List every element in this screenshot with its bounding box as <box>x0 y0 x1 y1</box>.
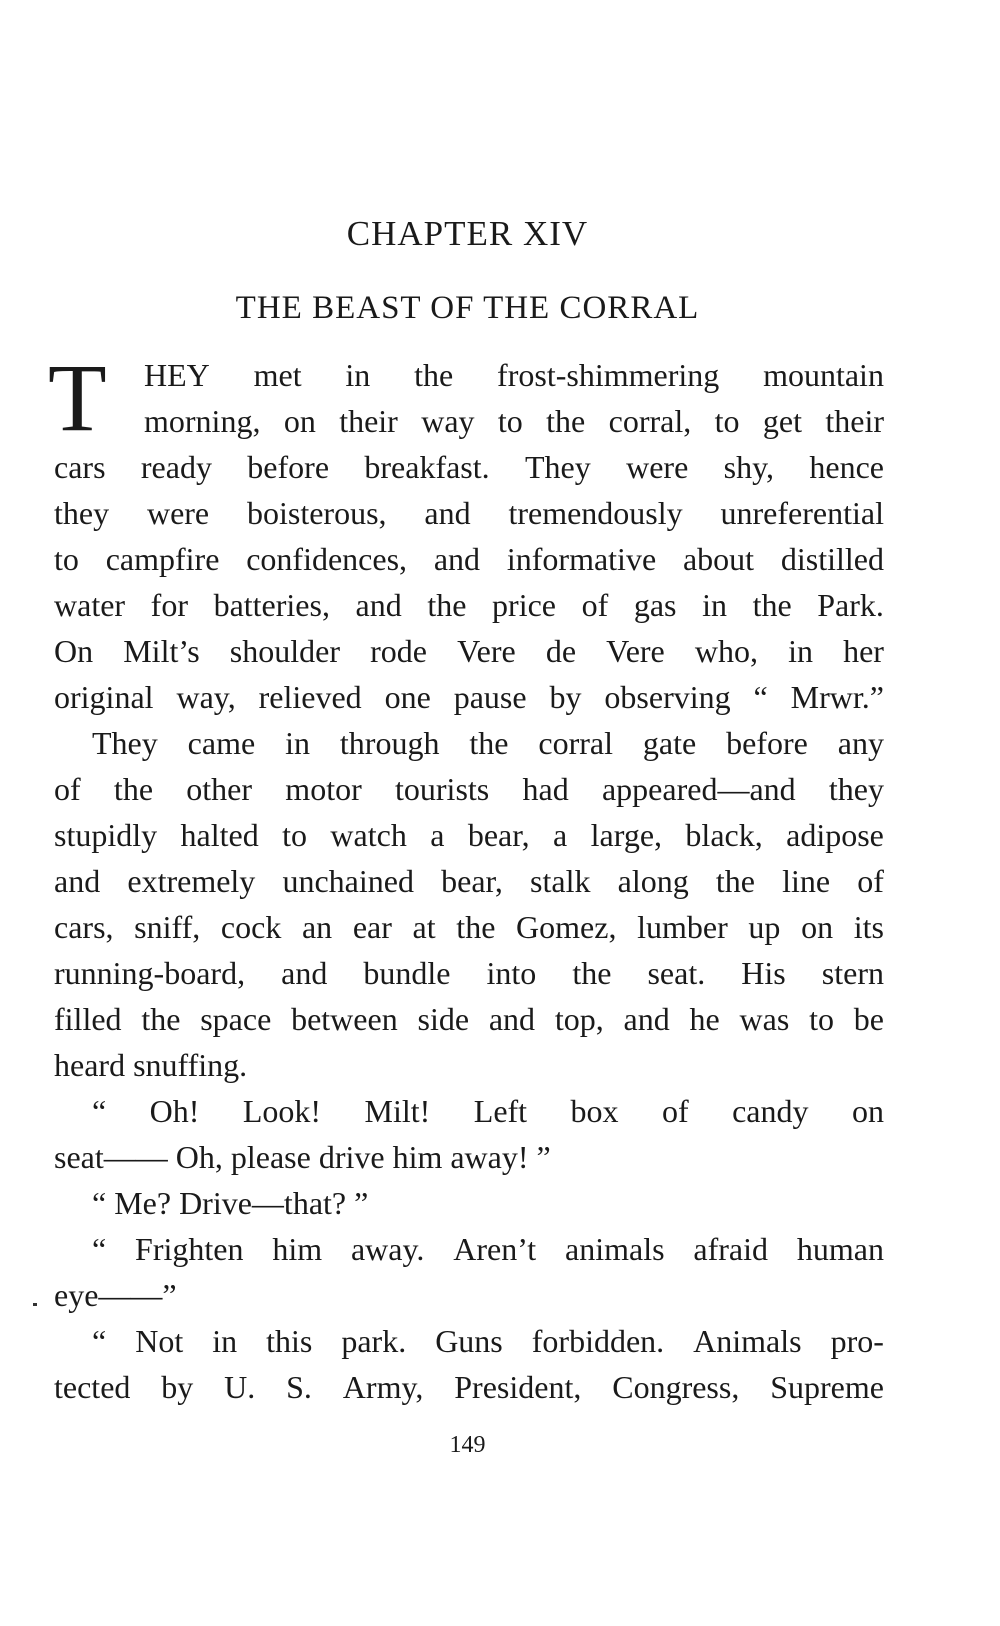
text-line: “ Oh! Look! Milt! Left box of candy on <box>92 1093 884 1129</box>
text-line: On Milt’s shoulder rode Vere de Vere who, in her <box>54 633 884 669</box>
text-line: stupidly halted to watch a bear, a large, black, adipose <box>54 817 884 853</box>
text-line: seat—— Oh, please drive him away! ” <box>54 1139 551 1175</box>
opening-paragraph <box>48 344 884 720</box>
text-line: They came in through the corral gate before any <box>92 725 884 761</box>
text-line: tected by U. S. Army, President, Congress, Supreme <box>54 1369 884 1405</box>
text-line: water for batteries, and the price of gas in the Park. <box>54 587 884 623</box>
text-line: heard snuffing. <box>54 1047 248 1083</box>
chapter-number: CHAPTER XIV <box>346 214 589 253</box>
text-line: filled the space between side and top, and he was to be <box>54 1001 884 1037</box>
text-line: morning, on their way to the corral, to get their <box>144 403 884 439</box>
drop-cap: T <box>48 344 107 451</box>
text-line: they were boisterous, and tremendously unreferential <box>54 495 884 531</box>
text-line: of the other motor tourists had appeared—and they <box>54 771 884 807</box>
page-number: 149 <box>449 1432 486 1458</box>
text-line: “ Me? Drive—that? ” <box>92 1185 369 1221</box>
text-line: to campfire confidences, and informative about distilled <box>54 541 884 577</box>
text-line: cars ready before breakfast. They were shy, hence <box>54 449 884 485</box>
text-line: original way, relieved one pause by observing “ Mrwr.” <box>54 679 884 715</box>
stray-ink-mark <box>33 1303 37 1306</box>
text-line: and extremely unchained bear, stalk along the line of <box>54 863 884 899</box>
body-text <box>48 344 884 1410</box>
text-line: cars, sniff, cock an ear at the Gomez, lumber up on its <box>54 909 884 945</box>
text-line: “ Frighten him away. Aren’t animals afraid human <box>92 1231 884 1267</box>
paragraph-bear <box>54 720 884 1088</box>
chapter-title: THE BEAST OF THE CORRAL <box>235 290 700 326</box>
text-line: running-board, and bundle into the seat. His stern <box>54 955 884 991</box>
text-line: HEY met in the frost-shimmering mountain <box>144 357 884 393</box>
dialogue <box>54 1088 884 1410</box>
text-line: “ Not in this park. Guns forbidden. Animals pro- <box>92 1323 884 1359</box>
text-line: eye——” <box>54 1277 177 1313</box>
